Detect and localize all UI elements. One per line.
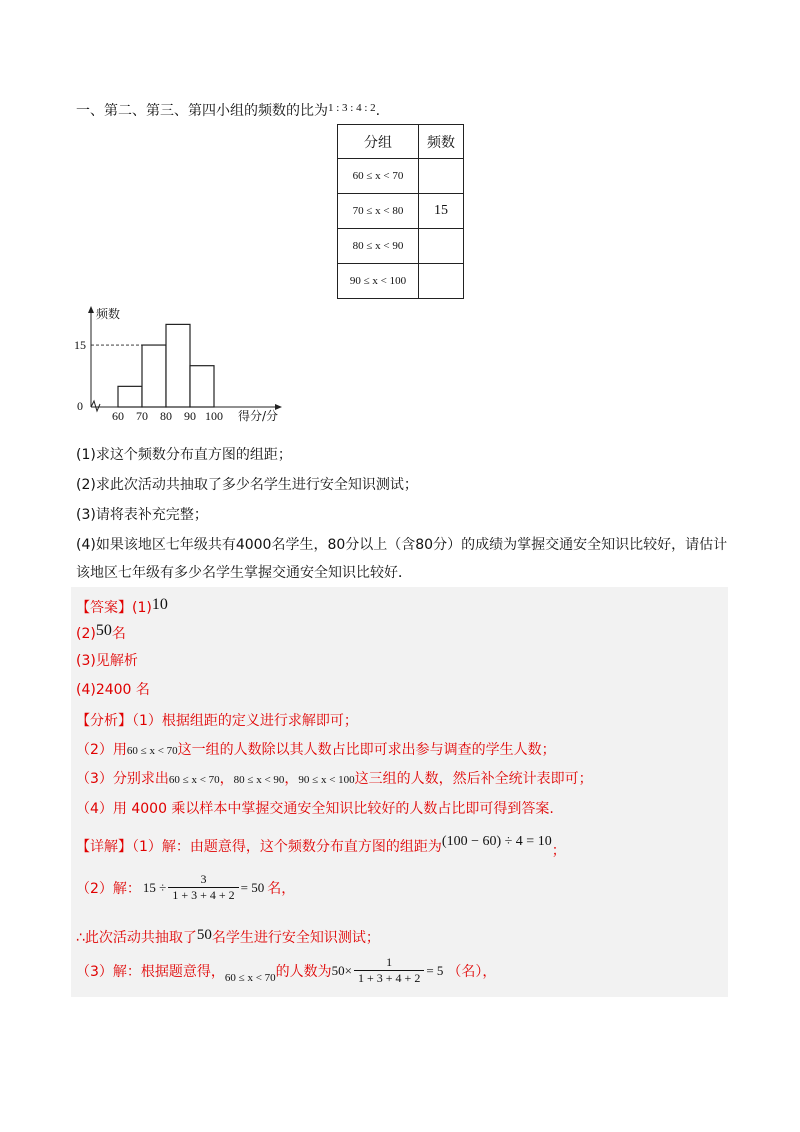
answer-1-prefix: (1) — [132, 600, 152, 616]
x-tick-label: 70 — [136, 409, 148, 423]
detail-text-2: （2）解： — [76, 880, 141, 897]
detail-line-3 — [76, 927, 380, 947]
detail-text-1: （1）解：由题意得，这个频数分布直方图的组距为 — [132, 839, 442, 855]
detail-end-2: 名， — [267, 880, 296, 897]
detail-end-4: （名）， — [447, 963, 497, 980]
detail-text-3a: ∴此次活动共抽取了 — [76, 930, 197, 946]
analysis-text-1: （1）根据组距的定义进行求解即可； — [132, 713, 358, 729]
axis-break-mark — [91, 401, 100, 411]
y-axis-arrow — [88, 306, 94, 313]
histogram-bar — [166, 324, 190, 407]
table-row — [338, 264, 464, 299]
answer-line-1 — [76, 596, 168, 617]
analysis-text-3b: 这三组的人数，然后补全统计表即可； — [354, 771, 593, 787]
detail-end-1: ； — [551, 843, 566, 859]
table-header-group: 分组 — [338, 125, 419, 159]
detail-math-2-pre: 15 ÷ — [142, 879, 167, 895]
histogram-chart — [70, 300, 290, 425]
fraction-denominator: 1 + 3 + 4 + 2 — [358, 971, 421, 985]
detail-line-2 — [76, 872, 295, 903]
histogram-bar — [190, 366, 214, 407]
x-axis-label: 得分/分 — [237, 409, 279, 423]
intro-text: 一、第二、第三、第四小组的频数的比为 — [76, 103, 328, 119]
question-1: (1)求这个频数分布直方图的组距； — [76, 447, 292, 463]
analysis-text-3a: （3）分别求出 — [76, 771, 169, 787]
analysis-math-3c: 90 ≤ x < 100 — [298, 774, 355, 786]
analysis-line-3 — [76, 768, 593, 788]
answer-line-4: (4)2400 名 — [76, 682, 150, 698]
intro-end: . — [375, 103, 381, 119]
fraction-numerator: 3 — [168, 872, 238, 888]
detail-fraction-4 — [354, 955, 424, 986]
question-4: (4)如果该地区七年级共有4000名学生，80分以上（含80分）的成绩为掌握交通安全知识比较好，请估计 — [76, 537, 728, 553]
analysis-math-2: 60 ≤ x < 70 — [126, 745, 178, 757]
answer-2-suffix: 名 — [111, 626, 126, 642]
table-cell-freq: 15 — [419, 194, 464, 229]
detail-text-4b: 的人数为 — [275, 963, 332, 980]
answer-line-2 — [76, 622, 126, 643]
table-cell-freq — [419, 159, 464, 194]
intro-ratio: 1 : 3 : 4 : 2 — [328, 102, 376, 114]
analysis-sep-2: ， — [284, 771, 299, 787]
detail-line-1 — [76, 834, 566, 860]
analysis-sep-1: ， — [219, 771, 234, 787]
table-cell-group: 60 ≤ x < 70 — [338, 159, 419, 194]
question-4-cont: 该地区七年级有多少名学生掌握交通安全知识比较好． — [76, 565, 412, 581]
answer-2-prefix: (2) — [76, 626, 96, 642]
table-row — [338, 194, 464, 229]
detail-math-4-post: = 5 — [426, 962, 444, 978]
detail-tag: 【详解】 — [76, 839, 132, 855]
table-row — [338, 159, 464, 194]
analysis-line-4: （4）用 4000 乘以样本中掌握交通安全知识比较好的人数占比即可得到答案. — [76, 801, 554, 817]
detail-math-3: 50 — [196, 927, 212, 943]
y-axis-label: 频数 — [96, 307, 121, 321]
frequency-table — [337, 124, 464, 299]
table-row — [338, 229, 464, 264]
analysis-math-3a: 60 ≤ x < 70 — [168, 774, 220, 786]
x-tick-label: 90 — [184, 409, 196, 423]
analysis-tag: 【分析】 — [76, 713, 132, 729]
detail-math-2-post: = 50 — [240, 879, 265, 895]
detail-text-3b: 名学生进行安全知识测试； — [211, 930, 380, 946]
table-header-freq: 频数 — [419, 125, 464, 159]
analysis-text-2a: （2）用 — [76, 742, 127, 758]
answer-tag: 【答案】 — [76, 600, 132, 616]
analysis-line-1 — [76, 710, 358, 730]
y-tick-label: 0 — [77, 399, 83, 413]
answer-2-value: 50 — [95, 622, 112, 639]
y-tick-label: 15 — [74, 338, 86, 353]
intro-line — [76, 100, 380, 120]
table-cell-freq — [419, 264, 464, 299]
table-cell-group: 70 ≤ x < 80 — [338, 194, 419, 229]
table-cell-group: 90 ≤ x < 100 — [338, 264, 419, 299]
histogram-bar — [118, 386, 142, 407]
detail-math-4-pre: 50× — [331, 962, 353, 978]
x-tick-label: 80 — [160, 409, 172, 423]
detail-text-4a: （3）解：根据题意得， — [76, 963, 225, 980]
analysis-math-3b: 80 ≤ x < 90 — [233, 774, 285, 786]
table-header-row — [338, 125, 464, 159]
table-cell-group: 80 ≤ x < 90 — [338, 229, 419, 264]
question-3: (3)请将表补充完整； — [76, 507, 208, 523]
analysis-line-2 — [76, 739, 556, 759]
detail-math-1: (100 − 60) ÷ 4 = 10 — [441, 834, 552, 849]
histogram-bar — [142, 345, 166, 407]
answer-1-value: 10 — [151, 596, 168, 613]
x-tick-label: 60 — [112, 409, 124, 423]
question-2: (2)求此次活动共抽取了多少名学生进行安全知识测试； — [76, 477, 418, 493]
detail-math-4a: 60 ≤ x < 70 — [224, 971, 276, 984]
x-tick-label: 100 — [205, 409, 223, 423]
fraction-denominator: 1 + 3 + 4 + 2 — [172, 888, 235, 902]
detail-fraction-2 — [168, 872, 238, 903]
table-cell-freq — [419, 229, 464, 264]
detail-line-4 — [76, 955, 496, 986]
answer-line-3: (3)见解析 — [76, 653, 138, 669]
fraction-numerator: 1 — [354, 955, 424, 971]
analysis-text-2b: 这一组的人数除以其人数占比即可求出参与调查的学生人数； — [177, 742, 556, 758]
